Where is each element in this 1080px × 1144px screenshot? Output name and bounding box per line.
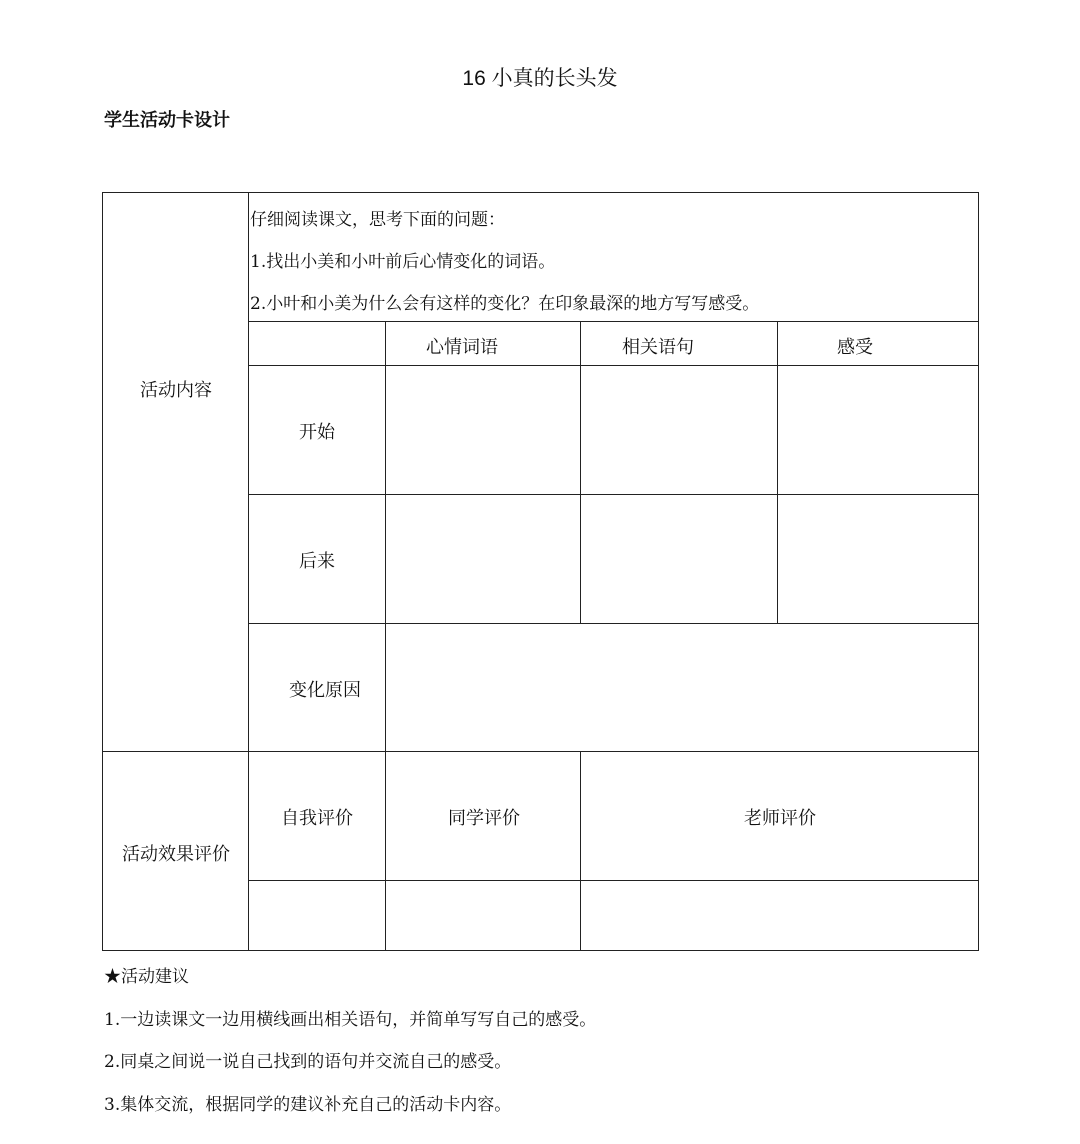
answer-cell-start-mood[interactable]	[385, 365, 581, 495]
column-header-related-sentences: 相关语句	[622, 337, 694, 358]
answer-cell-reason[interactable]	[385, 623, 979, 752]
eval-header-self: 自我评价	[281, 808, 353, 829]
task-question-2: 2.小叶和小美为什么会有这样的变化？在印象最深的地方写写感受。	[250, 294, 760, 314]
task-intro: 仔细阅读课文，思考下面的问题：	[250, 210, 505, 230]
suggestions-heading: ★活动建议	[104, 967, 189, 987]
header-cell-feelings	[777, 321, 979, 366]
eval-answer-cell-teacher[interactable]	[580, 880, 979, 951]
eval-answer-cell-peer[interactable]	[385, 880, 581, 951]
answer-cell-start-sentence[interactable]	[580, 365, 778, 495]
suggestion-item-3: 3.集体交流，根据同学的建议补充自己的活动卡内容。	[104, 1095, 512, 1115]
eval-header-teacher: 老师评价	[744, 808, 816, 829]
page-subtitle: 学生活动卡设计	[104, 110, 230, 131]
eval-header-peer: 同学评价	[448, 808, 520, 829]
activity-content-cell	[102, 192, 249, 752]
header-blank-cell	[248, 321, 386, 366]
answer-cell-later-sentence[interactable]	[580, 494, 778, 624]
task-question-1: 1.找出小美和小叶前后心情变化的词语。	[250, 252, 556, 272]
evaluation-label: 活动效果评价	[122, 844, 230, 865]
answer-cell-later-mood[interactable]	[385, 494, 581, 624]
activity-content-label: 活动内容	[140, 380, 212, 401]
row-label-reason: 变化原因	[289, 680, 361, 701]
suggestion-item-2: 2.同桌之间说一说自己找到的语句并交流自己的感受。	[104, 1052, 512, 1072]
page-title: 16 小真的长头发	[462, 67, 618, 90]
row-label-later: 后来	[299, 551, 335, 572]
suggestion-item-1: 1.一边读课文一边用横线画出相关语句，并简单写写自己的感受。	[104, 1010, 597, 1030]
column-header-mood-words: 心情词语	[426, 337, 498, 358]
row-label-start: 开始	[299, 422, 335, 443]
answer-cell-start-feeling[interactable]	[777, 365, 979, 495]
eval-answer-cell-self[interactable]	[248, 880, 386, 951]
column-header-feelings: 感受	[837, 337, 873, 358]
answer-cell-later-feeling[interactable]	[777, 494, 979, 624]
